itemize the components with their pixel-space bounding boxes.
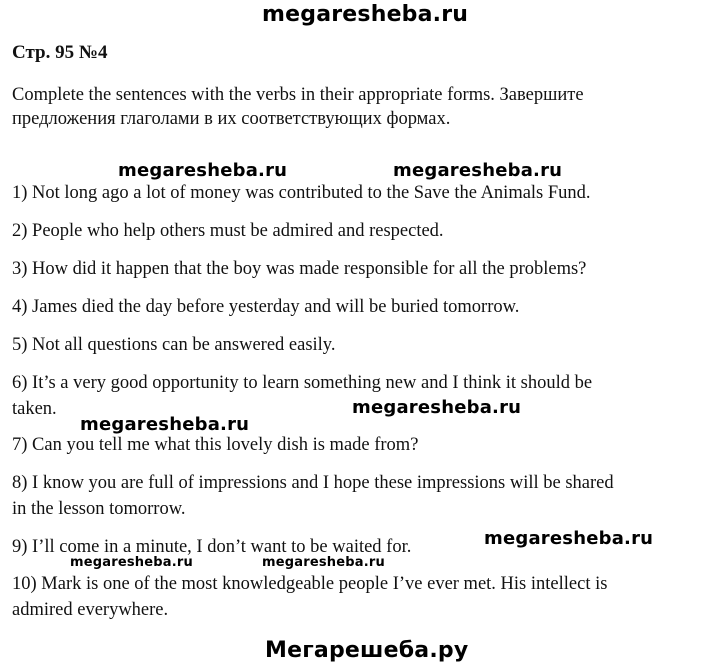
instructions-line-1: Complete the sentences with the verbs in their appropriate forms. Завершите	[12, 85, 584, 105]
watermark-bottom: Мегарешеба.ру	[265, 638, 469, 663]
watermark-4: megaresheba.ru	[352, 397, 522, 418]
instructions-line-2: предложения глаголами в их соответствующих формах.	[12, 109, 451, 129]
sentence-9: 9) I’ll come in a minute, I don’t want to be waited for.	[12, 537, 412, 557]
watermark-top: megaresheba.ru	[262, 2, 469, 27]
page-title: Стр. 95 №4	[12, 42, 108, 63]
sentence-6-line-2: taken.	[12, 399, 57, 419]
sentence-10-line-1: 10) Mark is one of the most knowledgeable people I’ve ever met. His intellect is	[12, 574, 608, 594]
sentence-5: 5) Not all questions can be answered easily.	[12, 335, 336, 355]
watermark-3: megaresheba.ru	[80, 414, 250, 435]
sentence-2: 2) People who help others must be admired and respected.	[12, 221, 444, 241]
sentence-6-line-1: 6) It’s a very good opportunity to learn something new and I think it should be	[12, 373, 593, 393]
sentence-4: 4) James died the day before yesterday and will be buried tomorrow.	[12, 297, 520, 317]
sentence-7: 7) Can you tell me what this lovely dish is made from?	[12, 435, 419, 455]
watermark-2: megaresheba.ru	[393, 160, 563, 181]
sentence-8-line-1: 8) I know you are full of impressions and I hope these impressions will be shared	[12, 473, 614, 493]
sentence-1: 1) Not long ago a lot of money was contributed to the Save the Animals Fund.	[12, 183, 591, 203]
watermark-6: megaresheba.ru	[70, 555, 193, 570]
sentence-8-line-2: in the lesson tomorrow.	[12, 499, 186, 519]
sentence-3: 3) How did it happen that the boy was made responsible for all the problems?	[12, 259, 587, 279]
sentence-10-line-2: admired everywhere.	[12, 600, 169, 620]
watermark-5: megaresheba.ru	[484, 528, 654, 549]
watermark-7: megaresheba.ru	[262, 555, 385, 570]
watermark-1: megaresheba.ru	[118, 160, 288, 181]
